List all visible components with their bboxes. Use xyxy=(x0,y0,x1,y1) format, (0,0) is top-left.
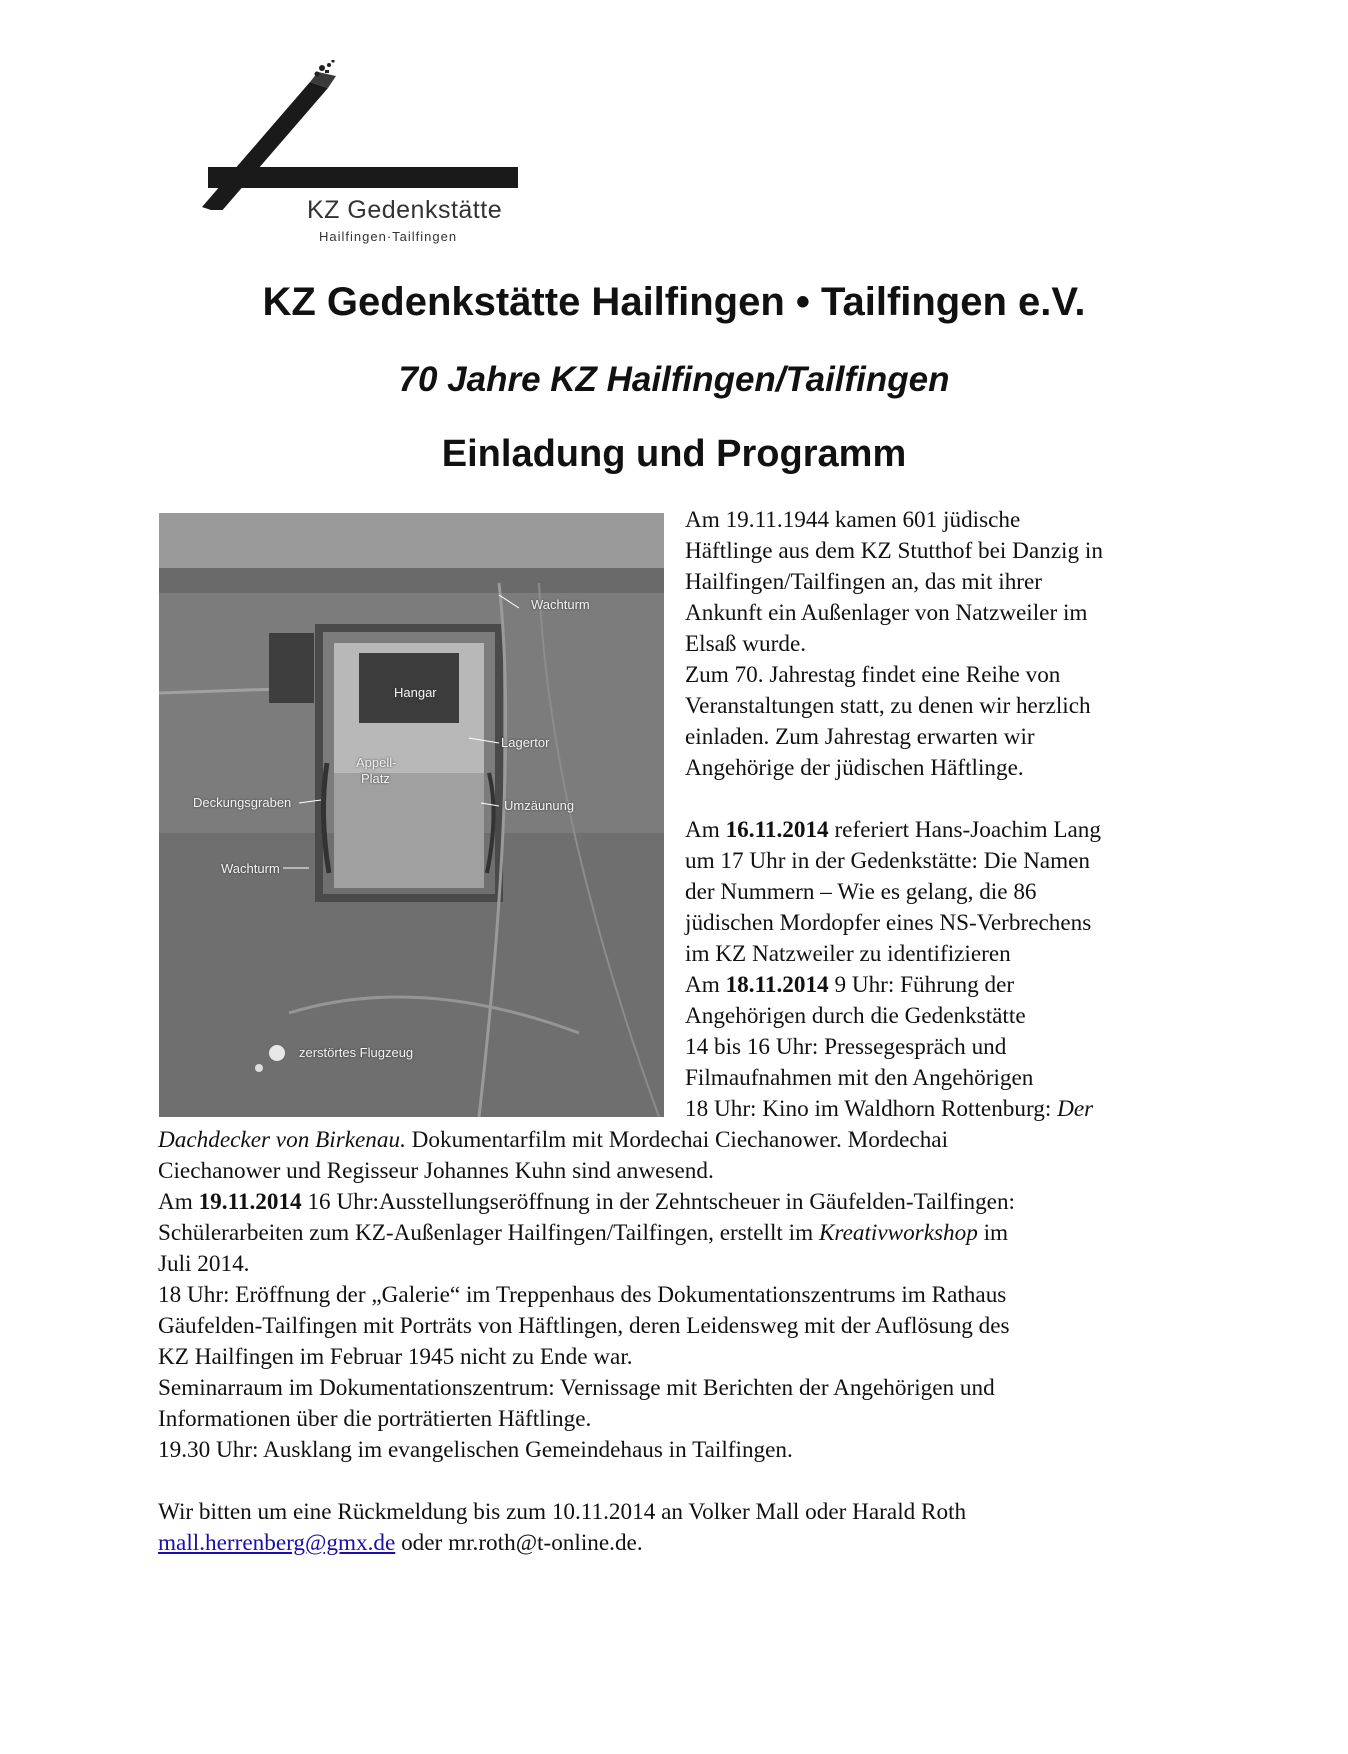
label-lagertor: Lagertor xyxy=(501,735,550,750)
event-16-line: um 17 Uhr in der Gedenkstätte: Die Namen xyxy=(685,848,1091,874)
kino-film-title: Der xyxy=(1057,1096,1094,1122)
rsvp-or: oder xyxy=(395,1530,449,1556)
event-18-line: Angehörigen durch die Gedenkstätte xyxy=(685,1003,1026,1029)
aerial-photo xyxy=(159,513,664,1117)
label-appell-1: Appell- xyxy=(356,755,397,770)
label-wachturm-bottom: Wachturm xyxy=(221,861,280,876)
label-umzaeunung: Umzäunung xyxy=(504,798,575,813)
paragraph-gap xyxy=(685,784,1205,815)
event-19-line: Juli 2014. xyxy=(158,1251,250,1277)
label-deckungsgraben: Deckungsgraben xyxy=(193,795,292,810)
label-wachturm-top: Wachturm xyxy=(531,597,590,612)
intro-line: Ankunft ein Außenlager von Natzweiler im xyxy=(685,600,1088,626)
event-18-date: 18.11.2014 xyxy=(725,972,829,998)
event-16-date: 16.11.2014 xyxy=(725,817,829,843)
event-19-text-3: im xyxy=(977,1220,1009,1246)
event-18-line: 14 bis 16 Uhr: Pressegespräch und xyxy=(685,1034,1007,1060)
intro-line: Angehörige der jüdischen Häftlinge. xyxy=(685,755,1024,781)
intro-line: Hailfingen/Tailfingen an, das mit ihrer xyxy=(685,569,1043,595)
intro-line: Veranstaltungen statt, zu denen wir herzlich xyxy=(685,693,1091,719)
logo-name: KZ Gedenkstätte xyxy=(307,196,503,224)
email-roth: mr.roth@t-online.de. xyxy=(448,1530,643,1556)
event-19-date: 19.11.2014 xyxy=(198,1189,302,1215)
event-18-line: Filmaufnahmen mit den Angehörigen xyxy=(685,1065,1034,1091)
label-flugzeug: zerstörtes Flugzeug xyxy=(299,1045,414,1060)
rsvp-line: Wir bitten um eine Rückmeldung bis zum 10.11.2014 an Volker Mall oder Harald Roth xyxy=(158,1499,967,1525)
event-16-line: der Nummern – Wie es gelang, die 86 xyxy=(685,879,1037,905)
intro-column xyxy=(685,505,1205,1125)
intro-line: Elsaß wurde. xyxy=(685,631,807,657)
label-hangar: Hangar xyxy=(394,685,437,700)
event-18-line xyxy=(685,970,1205,1001)
intro-line: einladen. Zum Jahrestag erwarten wir xyxy=(685,724,1035,750)
kino-line xyxy=(158,1125,1198,1156)
event-16-line: im KZ Natzweiler zu identifizieren xyxy=(685,941,1011,967)
label-appell-2: Platz xyxy=(361,771,390,786)
seminar-line: Informationen über die porträtierten Häftlinge. xyxy=(158,1406,592,1432)
logo-mark-icon xyxy=(200,60,540,210)
event-16-line xyxy=(685,815,1205,846)
galerie-line: 18 Uhr: Eröffnung der „Galerie“ im Treppenhaus des Dokumentationszentrums im Rathaus xyxy=(158,1282,1007,1308)
event-18-prefix: Am xyxy=(685,972,726,998)
kino-description: Dokumentarfilm mit Mordechai Ciechanower. Mordechai xyxy=(405,1127,949,1153)
program-continued xyxy=(158,1125,1198,1466)
galerie-line: Gäufelden-Tailfingen mit Porträts von Häftlingen, deren Leidensweg mit der Auflösung des xyxy=(158,1313,1010,1339)
event-18-text: 9 Uhr: Führung der xyxy=(828,972,1015,998)
anniversary-title: 70 Jahre KZ Hailfingen/Tailfingen xyxy=(398,360,950,399)
event-19-line xyxy=(158,1187,1198,1218)
ausklang-line: 19.30 Uhr: Ausklang im evangelischen Gemeindehaus in Tailfingen. xyxy=(158,1437,793,1463)
logo xyxy=(200,60,540,250)
intro-line: Zum 70. Jahrestag findet eine Reihe von xyxy=(685,662,1061,688)
logo-place: Hailfingen·Tailfingen xyxy=(319,229,458,244)
seminar-line: Seminarraum im Dokumentationszentrum: Vernissage mit Berichten der Angehörigen und xyxy=(158,1375,995,1401)
event-19-line xyxy=(158,1218,1198,1249)
galerie-line: KZ Hailfingen im Februar 1945 nicht zu Ende war. xyxy=(158,1344,633,1370)
event-18-kino-line xyxy=(685,1094,1205,1125)
email-link-mall[interactable]: mall.herrenberg@gmx.de xyxy=(158,1530,396,1556)
kino-prefix: 18 Uhr: Kino im Waldhorn Rottenburg: xyxy=(685,1096,1058,1122)
event-16-prefix: Am xyxy=(685,817,726,843)
intro-line: Häftlinge aus dem KZ Stutthof bei Danzig in xyxy=(685,538,1103,564)
event-16-line: jüdischen Mordopfer eines NS-Verbrechens xyxy=(685,910,1092,936)
event-19-text: 16 Uhr:Ausstellungseröffnung in der Zehntscheuer in Gäufelden-Tailfingen: xyxy=(301,1189,1015,1215)
rsvp-contact-line xyxy=(158,1528,1198,1559)
invitation-title: Einladung und Programm xyxy=(441,433,907,475)
event-19-prefix: Am xyxy=(158,1189,199,1215)
kreativworkshop-text: Kreativworkshop xyxy=(818,1220,978,1246)
kino-film-title-cont: Dachdecker von Birkenau. xyxy=(158,1127,406,1153)
event-16-speaker: referiert Hans-Joachim Lang xyxy=(828,817,1101,843)
rsvp-section xyxy=(158,1497,1198,1559)
event-19-text-2: Schülerarbeiten zum KZ-Außenlager Hailfingen/Tailfingen, erstellt im xyxy=(158,1220,819,1246)
org-title: KZ Gedenkstätte Hailfingen • Tailfingen e.V. xyxy=(262,280,1086,324)
intro-line: Am 19.11.1944 kamen 601 jüdische xyxy=(685,507,1021,533)
kino-line: Ciechanower und Regisseur Johannes Kuhn sind anwesend. xyxy=(158,1158,714,1184)
